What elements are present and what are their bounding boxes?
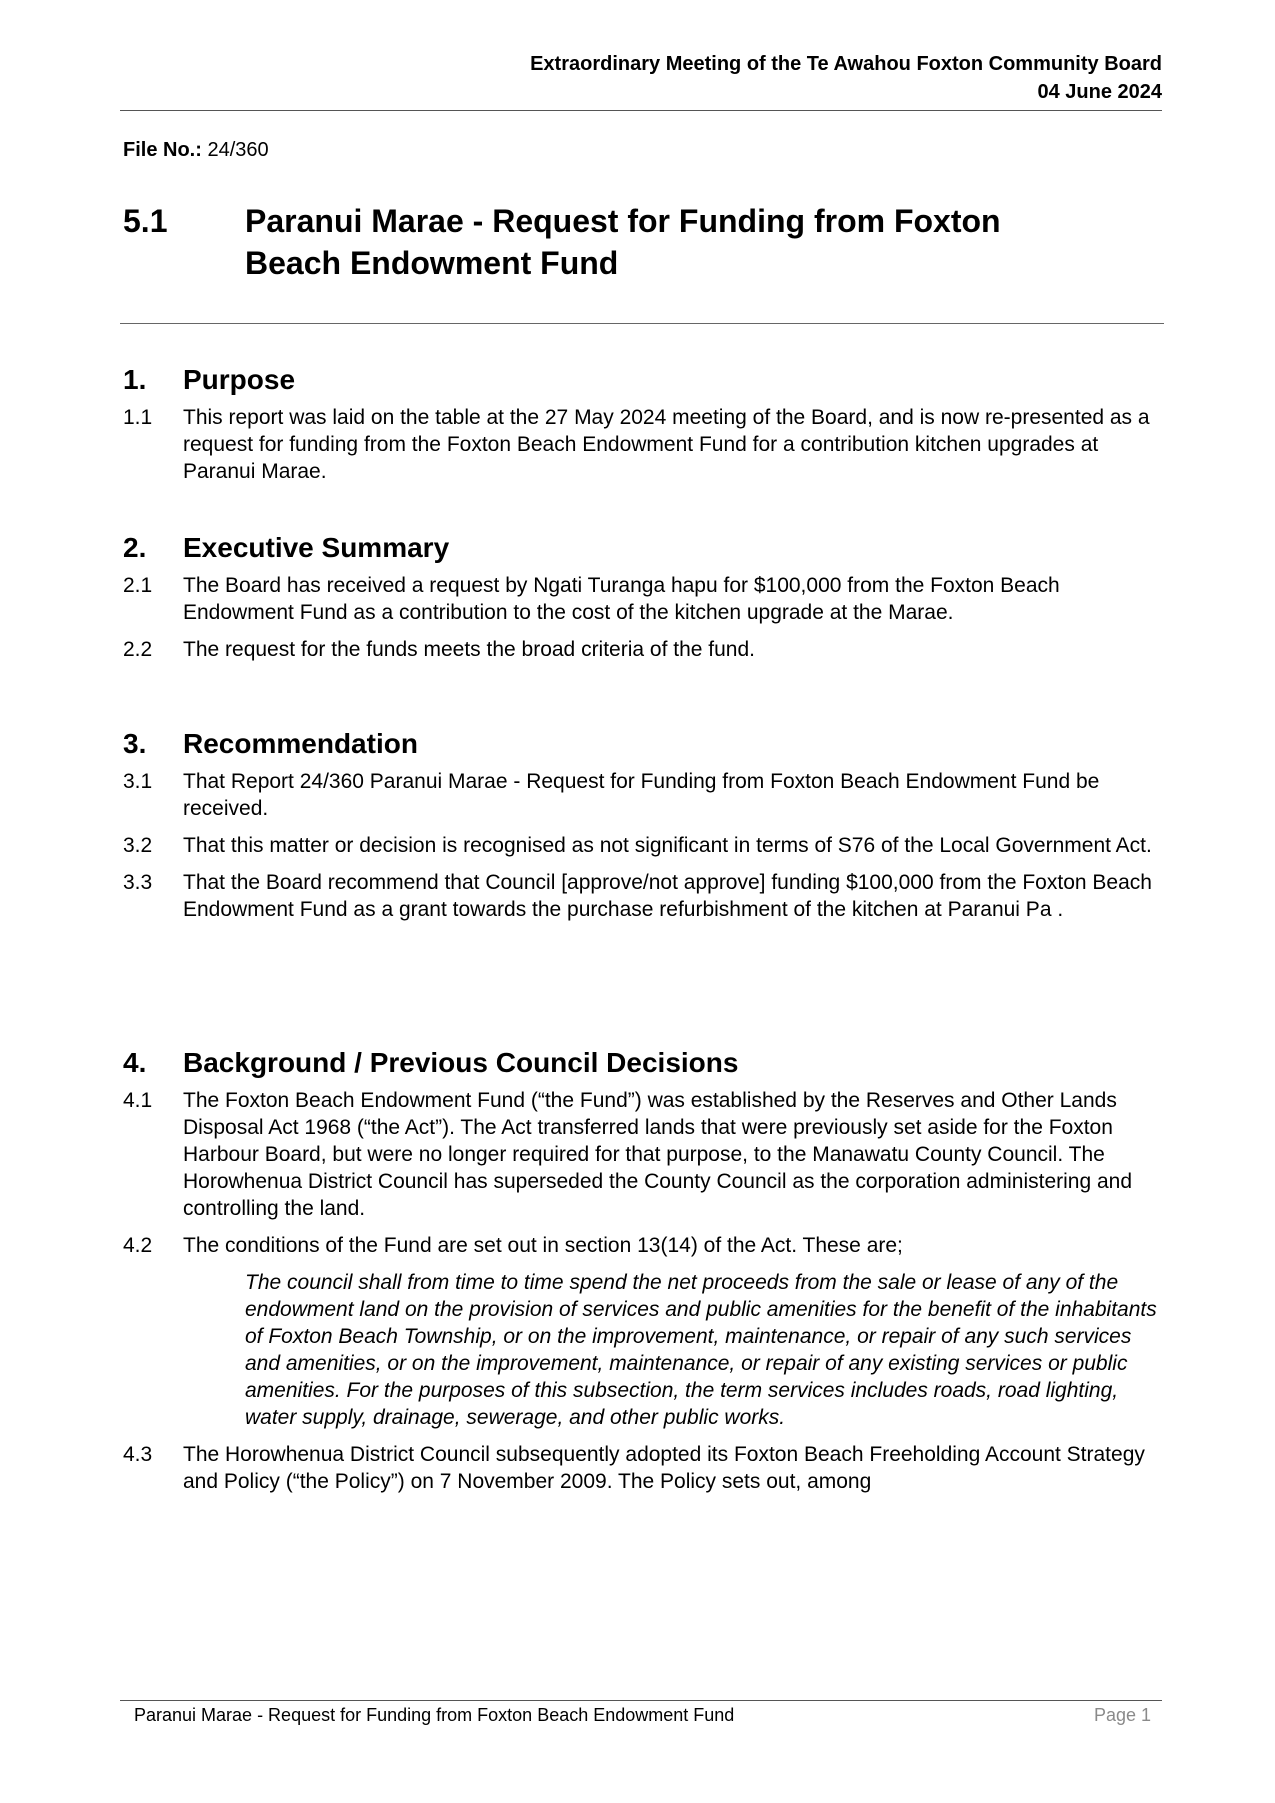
paragraph-number: 1.1 bbox=[123, 406, 153, 429]
section-heading bbox=[123, 1045, 1165, 1081]
paragraph-text: The request for the funds meets the broad criteria of the fund. bbox=[183, 638, 755, 661]
section-title: Executive Summary bbox=[183, 532, 450, 563]
paragraph-number: 4.2 bbox=[123, 1234, 153, 1257]
paragraph-number: 2.1 bbox=[123, 574, 153, 597]
paragraph-text: The Foxton Beach Endowment Fund (“the Fund”) was established by the Reserves and Other Lands Disposal Act 1968 (“the Act”). The Act transferred lands that were previously set aside for the Foxton Harbour Board, but were no longer required for that purpose, to the Manawatu County Council. The Horowhenua District Council has superseded the County Council as the corporation administering and controlling the land. bbox=[183, 1089, 1133, 1220]
section-title: Background / Previous Council Decisions bbox=[183, 1047, 739, 1078]
section-heading bbox=[123, 362, 1165, 398]
paragraph bbox=[123, 1087, 1165, 1222]
paragraph-text: The Board has received a request by Ngati Turanga hapu for $100,000 from the Foxton Beach Endowment Fund as a contribution to the cost of the kitchen upgrade at the Marae. bbox=[183, 574, 1060, 624]
section-heading bbox=[123, 530, 1165, 566]
paragraph bbox=[123, 1232, 1165, 1259]
file-number-label: File No.: bbox=[123, 139, 202, 161]
section-number: 4. bbox=[123, 1047, 147, 1078]
paragraph-number: 4.1 bbox=[123, 1089, 153, 1112]
paragraph bbox=[123, 832, 1165, 859]
legislation-quote: The council shall from time to time spend the net proceeds from the sale or lease of any of the endowment land on the provision of services and public amenities for the benefit of the inhabitants of Foxton Beach Township, or on the improvement, maintenance, or repair of any such services and amenities, or on the improvement, maintenance, or repair of any existing services or public amenities. For the purposes of this subsection, the term services includes roads, road lighting, water supply, drainage, sewerage, and other public works. bbox=[245, 1271, 1157, 1429]
paragraph-text: That Report 24/360 Paranui Marae - Request for Funding from Foxton Beach Endowment Fund be received. bbox=[183, 770, 1100, 820]
paragraph-number: 4.3 bbox=[123, 1443, 153, 1466]
paragraph-number: 3.1 bbox=[123, 770, 153, 793]
paragraph-text: That the Board recommend that Council [approve/not approve] funding $100,000 from the Foxton Beach Endowment Fund as a grant towards the purchase refurbishment of the kitchen at Paranui Pa . bbox=[183, 871, 1152, 921]
paragraph-number: 3.2 bbox=[123, 834, 153, 857]
section-background bbox=[123, 1045, 1165, 1495]
footer-title: Paranui Marae - Request for Funding from Foxton Beach Endowment Fund bbox=[134, 1705, 735, 1725]
meeting-date: 04 June 2024 bbox=[1037, 81, 1162, 103]
file-number bbox=[123, 138, 269, 162]
paragraph bbox=[123, 572, 1165, 626]
paragraph bbox=[123, 869, 1165, 923]
paragraph bbox=[123, 404, 1165, 485]
section-purpose bbox=[123, 362, 1165, 485]
section-title: Recommendation bbox=[183, 728, 418, 759]
footer-divider bbox=[120, 1700, 1162, 1701]
paragraph bbox=[123, 636, 1165, 663]
paragraph-number: 2.2 bbox=[123, 638, 153, 661]
meeting-title: Extraordinary Meeting of the Te Awahou Foxton Community Board bbox=[530, 53, 1162, 75]
paragraph bbox=[123, 1441, 1165, 1495]
report-title-text: Paranui Marae - Request for Funding from Foxton Beach Endowment Fund bbox=[245, 203, 1001, 281]
title-divider bbox=[120, 323, 1164, 324]
paragraph-number: 3.3 bbox=[123, 871, 153, 894]
section-number: 2. bbox=[123, 532, 147, 563]
paragraph-text: The conditions of the Fund are set out in section 13(14) of the Act. These are; bbox=[183, 1234, 903, 1257]
section-title: Purpose bbox=[183, 364, 296, 395]
section-number: 1. bbox=[123, 364, 147, 395]
page-number: Page 1 bbox=[1093, 1705, 1151, 1725]
header-divider bbox=[120, 110, 1162, 111]
file-number-value: 24/360 bbox=[201, 139, 269, 161]
paragraph-text: That this matter or decision is recognised as not significant in terms of S76 of the Local Government Act. bbox=[183, 834, 1152, 857]
paragraph-text: This report was laid on the table at the 27 May 2024 meeting of the Board, and is now re-presented as a request for funding from the Foxton Beach Endowment Fund for a contribution kitchen upgrades at Paranui Marae. bbox=[183, 406, 1150, 483]
page-header bbox=[120, 50, 1162, 106]
paragraph bbox=[123, 768, 1165, 822]
section-heading bbox=[123, 726, 1165, 762]
section-recommendation bbox=[123, 726, 1165, 923]
section-number: 3. bbox=[123, 728, 147, 759]
paragraph-text: The Horowhenua District Council subsequently adopted its Foxton Beach Freeholding Account Strategy and Policy (“the Policy”) on 7 November 2009. The Policy sets out, among bbox=[183, 1443, 1145, 1493]
section-executive-summary bbox=[123, 530, 1165, 663]
report-number: 5.1 bbox=[123, 203, 168, 239]
